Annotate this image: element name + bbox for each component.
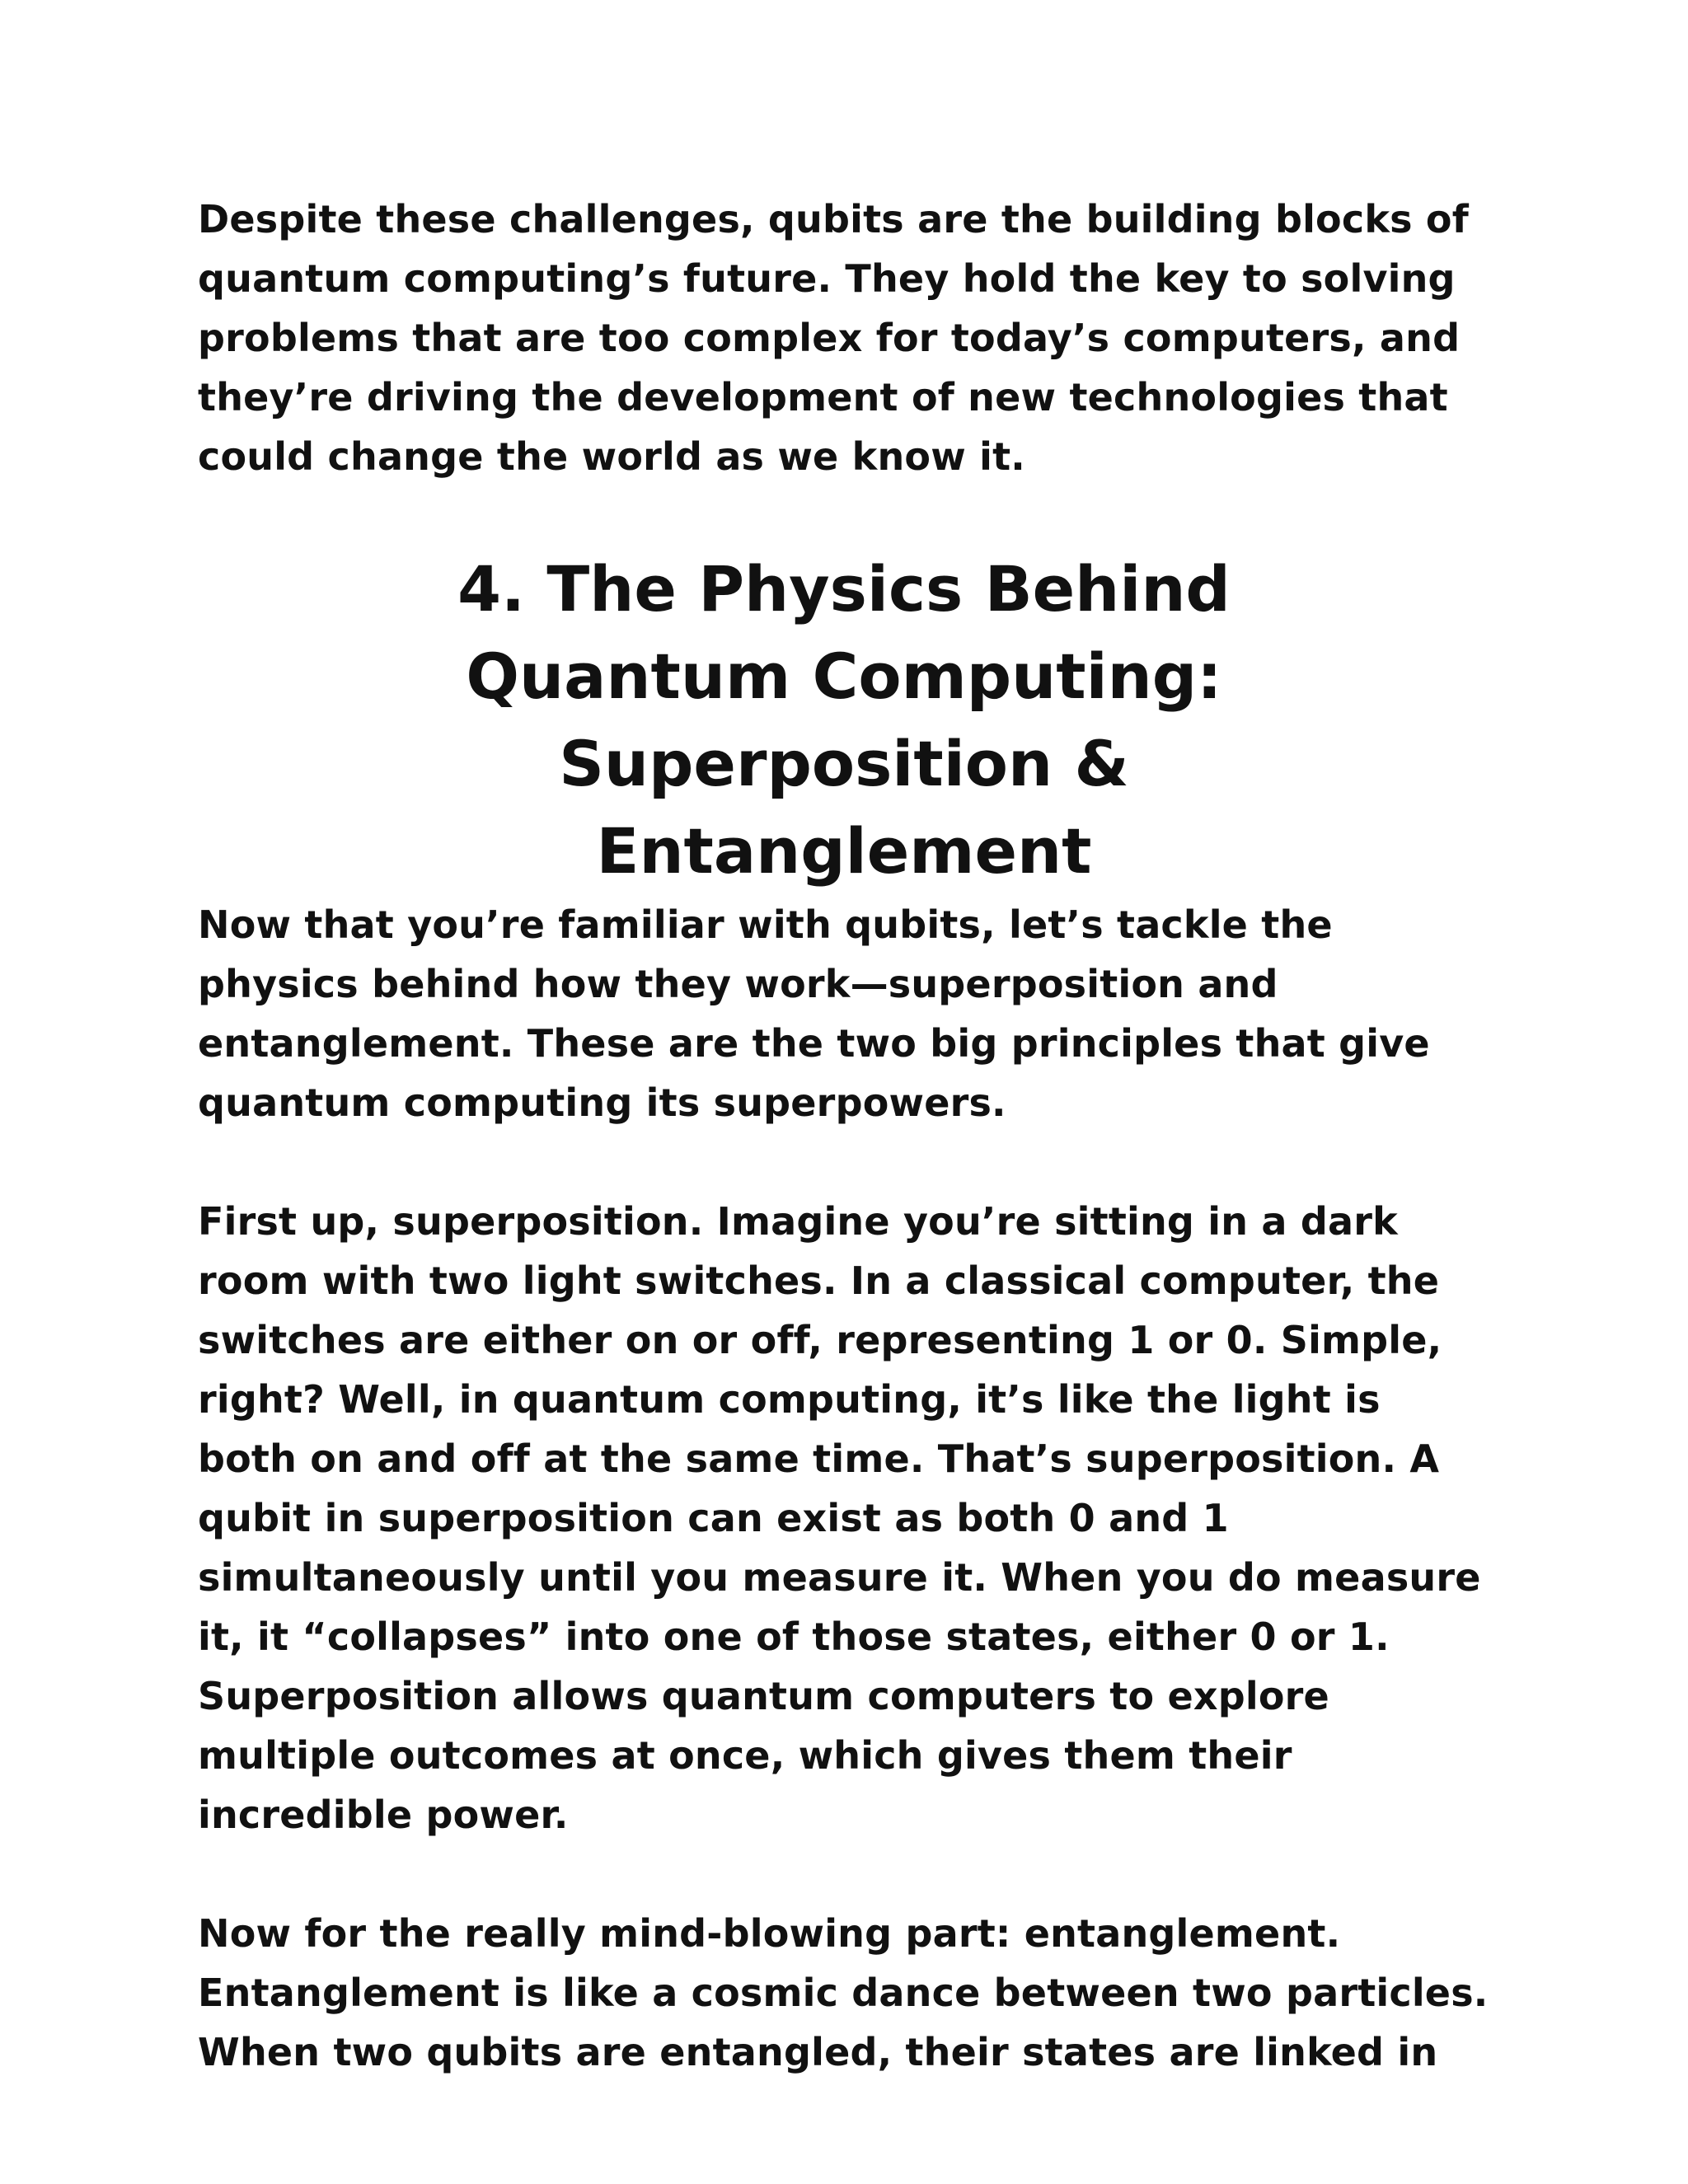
- paragraph-spacer: [198, 1132, 1490, 1192]
- document-body: [198, 190, 1490, 2082]
- paragraph-superposition: First up, superposition. Imagine you’re sitting in a dark room with two light switches. In a classical computer, the switches are either on or off, representing 1 or 0. Simple, right? Well, in quantum computing, it’s like the light is both on and off at the same time. That’s superposition. A qubit in superposition can exist as both 0 and 1 simultaneously until you measure it. When you do measure it, it “collapses” into one of those states, either 0 or 1. Superposition allows quantum computers to explore multiple outcomes at once, which gives them their incredible power.: [198, 1199, 1481, 1837]
- paragraph-entanglement: Now for the really mind-blowing part: entanglement. Entanglement is like a cosmic dance between two particles. When two qubits are entangled, their states are linked in: [198, 1911, 1489, 2074]
- paragraph-physics-intro: Now that you’re familiar with qubits, let’s tackle the physics behind how they work—superposition and entanglement. These are the two big principles that give quantum computing its superpowers.: [198, 902, 1430, 1125]
- section-heading: 4. The Physics Behind Quantum Computing: Superposition & Entanglement: [457, 552, 1231, 888]
- paragraph-intro: Despite these challenges, qubits are the building blocks of quantum computing’s future. They hold the key to solving problems that are too complex for today’s computers, and they’re driving the development of new technologies that could change the world as we know it.: [198, 197, 1469, 479]
- paragraph-spacer: [198, 1844, 1490, 1904]
